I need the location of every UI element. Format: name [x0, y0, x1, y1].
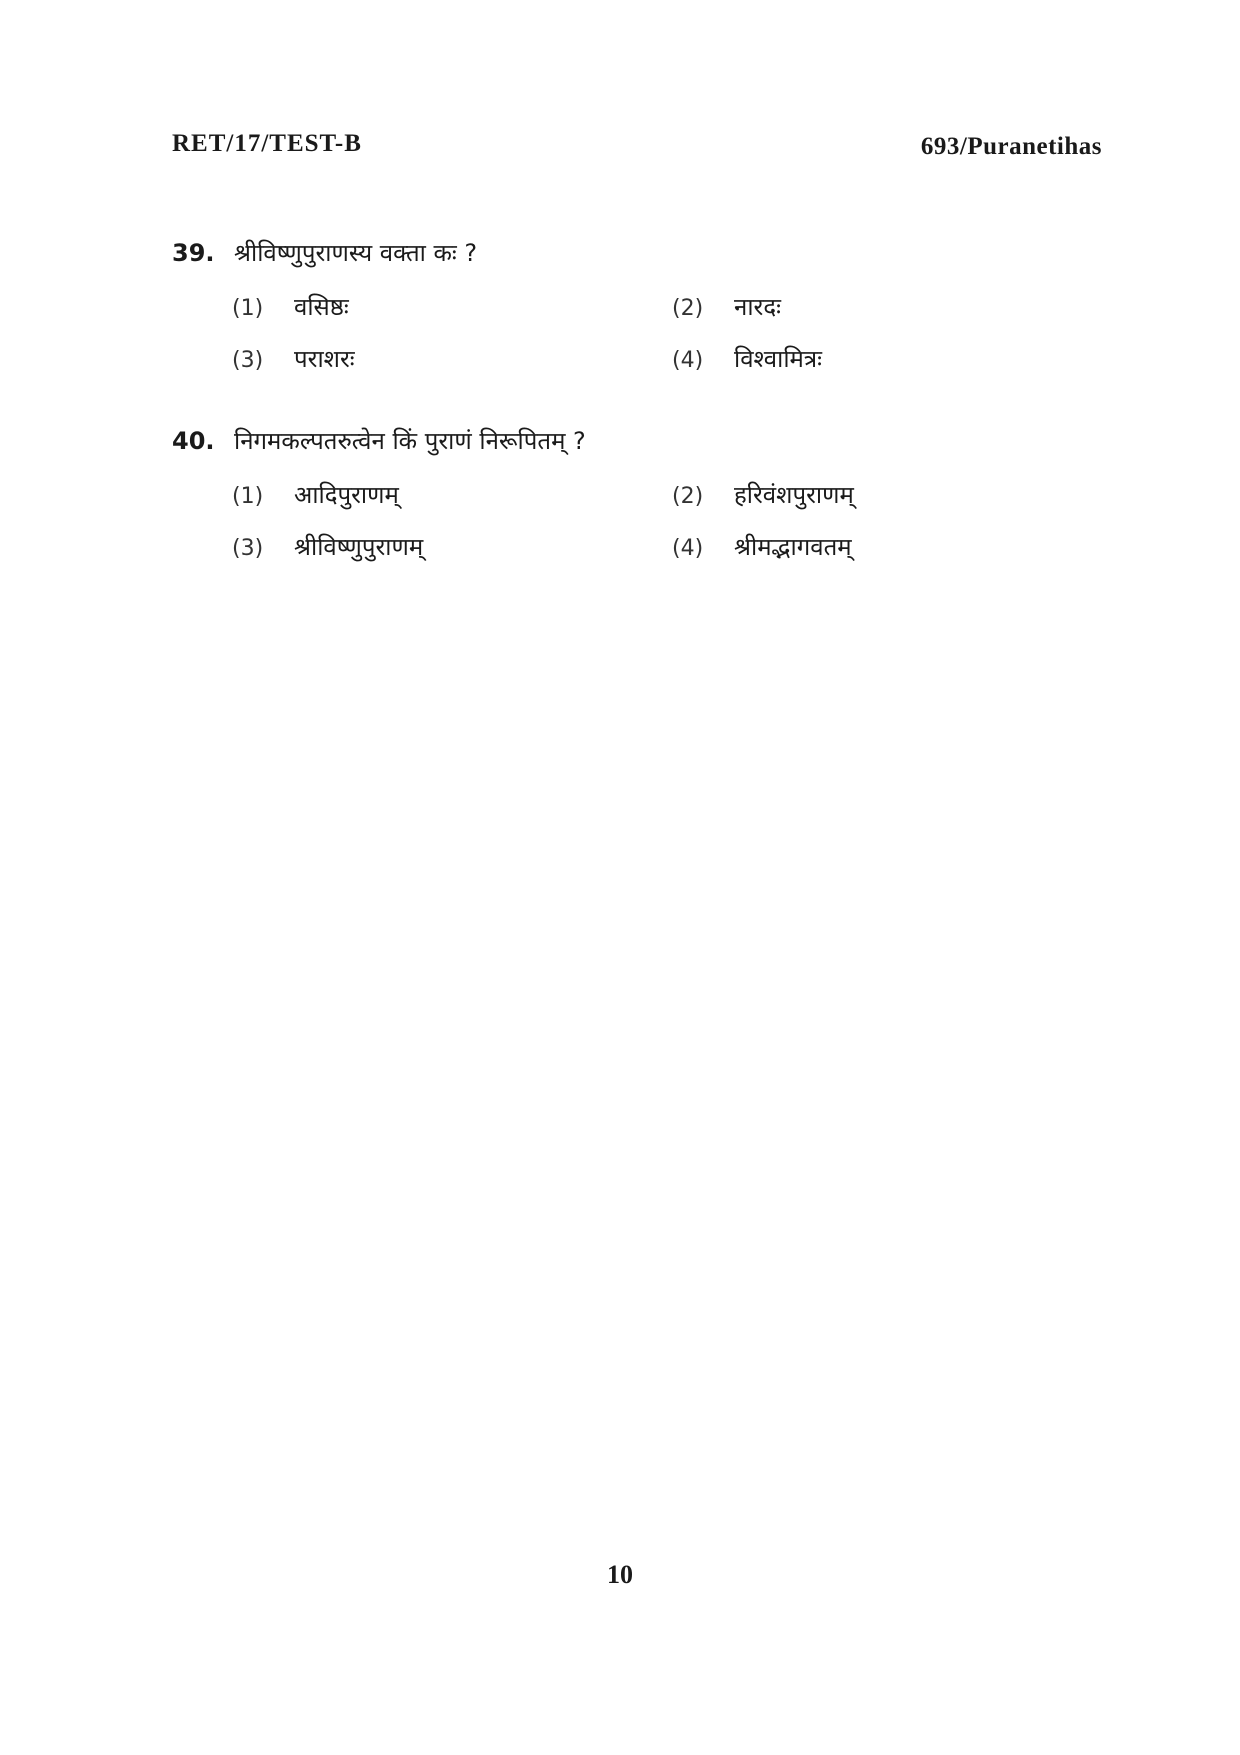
option-text: नारदः — [734, 293, 781, 321]
option-number: (3) — [232, 348, 264, 373]
option-number: (1) — [232, 296, 264, 321]
option-2 — [672, 478, 1112, 514]
option-number: (1) — [232, 484, 264, 509]
question-text: श्रीविष्णुपुराणस्य वक्ता कः ? — [234, 239, 478, 267]
option-1 — [232, 478, 672, 514]
option-number: (2) — [672, 484, 704, 509]
option-number: (4) — [672, 348, 704, 373]
option-3 — [232, 342, 672, 378]
option-text: पराशरः — [294, 345, 355, 373]
options-list — [232, 290, 1112, 378]
option-4 — [672, 530, 1112, 566]
header-code: RET/17/TEST-B — [172, 130, 362, 157]
options-list — [232, 478, 1112, 566]
option-number: (3) — [232, 536, 264, 561]
option-text: हरिवंशपुराणम् — [734, 481, 854, 509]
question-40 — [172, 424, 1112, 566]
option-text: श्रीमद्भागवतम् — [734, 533, 852, 561]
question-39 — [172, 236, 1112, 378]
option-text: वसिष्ठः — [294, 293, 349, 321]
option-4 — [672, 342, 1112, 378]
header-subject: 693/Puranetihas — [920, 133, 1102, 160]
question-text: निगमकल्पतरुत्वेन किं पुराणं निरूपितम् ? — [234, 427, 586, 455]
option-number: (2) — [672, 296, 704, 321]
option-2 — [672, 290, 1112, 326]
option-number: (4) — [672, 536, 704, 561]
option-1 — [232, 290, 672, 326]
question-number: 40. — [172, 427, 215, 455]
question-number: 39. — [172, 239, 215, 267]
option-text: श्रीविष्णुपुराणम् — [294, 533, 424, 561]
option-text: विश्वामित्रः — [734, 345, 822, 373]
page-number: 10 — [607, 1560, 633, 1589]
question-stem — [172, 236, 1112, 270]
question-stem — [172, 424, 1112, 458]
option-3 — [232, 530, 672, 566]
option-text: आदिपुराणम् — [294, 481, 399, 509]
